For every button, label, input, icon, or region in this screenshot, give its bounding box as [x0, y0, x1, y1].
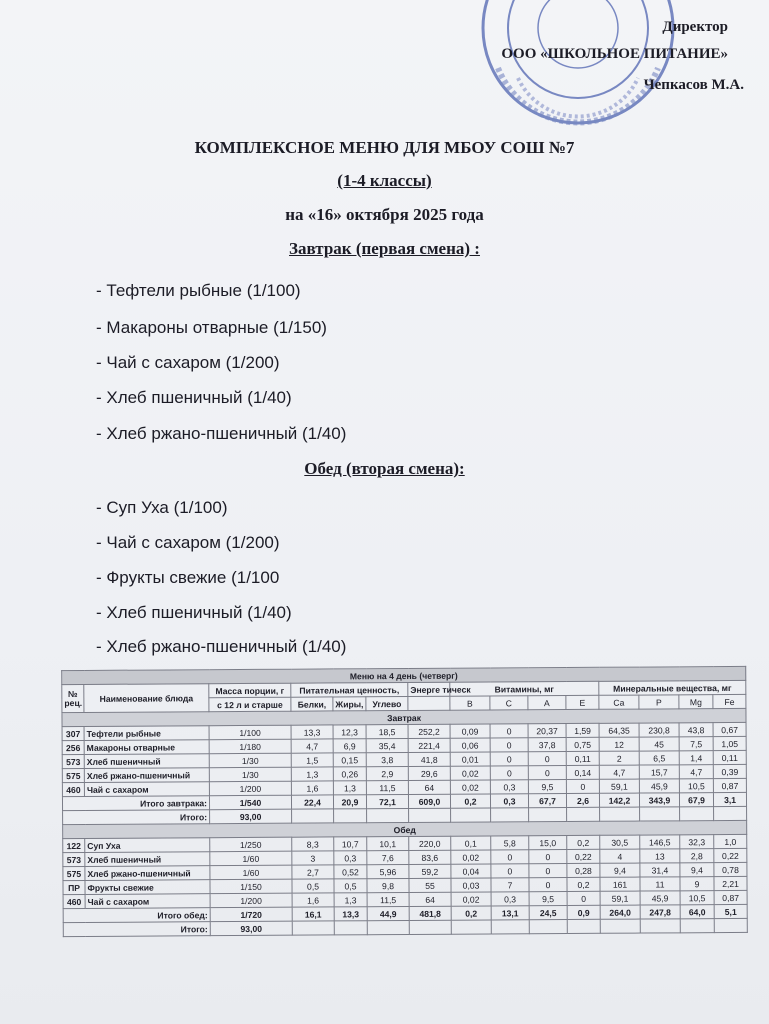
- total-value: 343,9: [639, 793, 679, 807]
- cell-value: 0,02: [450, 766, 490, 780]
- cell-value: 9,5: [528, 780, 566, 794]
- total-value: 24,5: [529, 906, 567, 920]
- cell-value: 9,8: [367, 878, 409, 892]
- header-sub: C: [490, 696, 528, 710]
- cell-value: 0,26: [333, 767, 366, 781]
- cell-value: 7: [491, 878, 529, 892]
- approval-block: [501, 14, 744, 99]
- cell-value: 0,52: [334, 865, 367, 879]
- cell-value: 230,8: [639, 723, 679, 737]
- empty-cell: [714, 806, 747, 820]
- cell-value: 0: [491, 850, 529, 864]
- header-vitamins: Витамины, мг: [450, 681, 599, 696]
- cell-value: 0: [566, 779, 599, 793]
- cell-value: 15,0: [529, 836, 567, 850]
- cell-value: 1/100: [209, 725, 291, 740]
- cell-value: 1/60: [210, 851, 292, 866]
- cell-value: 64: [408, 780, 450, 794]
- recipe-number: 122: [63, 838, 85, 852]
- final-price: 93,00: [210, 921, 292, 936]
- total-value: 22,4: [291, 795, 333, 809]
- header-sub: Fe: [713, 694, 746, 708]
- header-sub: Белки,: [291, 697, 333, 711]
- cell-value: 15,7: [639, 765, 679, 779]
- header-dish: Наименование блюда: [84, 684, 209, 713]
- cell-value: 0,75: [566, 737, 599, 751]
- header-energy: Энерге тическ: [408, 682, 450, 696]
- cell-value: 0,2: [567, 835, 600, 849]
- total-value: 44,9: [367, 906, 409, 920]
- cell-value: 0,87: [714, 890, 747, 904]
- header-nutrition: Питательная ценность,: [291, 682, 408, 697]
- cell-value: 11,5: [366, 780, 408, 794]
- cell-value: 9,4: [680, 863, 714, 877]
- total-value: 1/540: [209, 795, 291, 810]
- cell-value: 0,06: [450, 738, 490, 752]
- cell-value: 6,5: [639, 751, 679, 765]
- cell-value: 4,7: [291, 739, 333, 753]
- cell-value: 8,3: [292, 837, 334, 851]
- cell-value: 0: [490, 724, 528, 738]
- approval-person: Чепкасов М.А.: [643, 77, 744, 93]
- cell-value: 41,8: [408, 752, 450, 766]
- cell-value: 55: [409, 878, 451, 892]
- total-value: 0,3: [490, 794, 528, 808]
- header-sub: [408, 696, 450, 710]
- cell-value: 0: [528, 766, 566, 780]
- date-line: на «16» октября 2025 года: [285, 205, 484, 224]
- final-price: 93,00: [210, 809, 292, 824]
- cell-value: 4,7: [679, 765, 713, 779]
- cell-value: 1,5: [291, 753, 333, 767]
- dish-name: Хлеб пшеничный: [85, 852, 210, 867]
- cell-value: 2,9: [366, 766, 408, 780]
- total-label: Итого завтрака:: [62, 796, 209, 811]
- cell-value: 1,0: [714, 834, 747, 848]
- cell-value: 3,8: [366, 752, 408, 766]
- cell-value: 0: [567, 891, 600, 905]
- cell-value: 0,1: [451, 836, 491, 850]
- cell-value: 0,5: [292, 879, 334, 893]
- total-value: 67,7: [528, 794, 566, 808]
- recipe-number: ПР: [63, 880, 85, 894]
- total-label: Итого обед:: [63, 908, 210, 923]
- cell-value: 1/150: [210, 879, 292, 894]
- total-value: 0,2: [450, 794, 490, 808]
- cell-value: 146,5: [640, 835, 680, 849]
- cell-value: 1/250: [210, 837, 292, 852]
- cell-value: 9: [680, 877, 714, 891]
- total-value: 0,9: [567, 905, 600, 919]
- header-sub: P: [639, 695, 679, 709]
- empty-cell: [409, 808, 451, 822]
- recipe-number: 307: [62, 726, 84, 740]
- cell-value: 252,2: [408, 724, 450, 738]
- cell-value: 10,5: [679, 779, 713, 793]
- empty-cell: [292, 921, 334, 935]
- cell-value: 0: [490, 752, 528, 766]
- total-value: 64,0: [680, 905, 714, 919]
- cell-value: 0,3: [334, 851, 367, 865]
- cell-value: 13,3: [291, 725, 333, 739]
- cell-value: 5,8: [491, 836, 529, 850]
- cell-value: 2: [599, 751, 639, 765]
- cell-value: 64,35: [599, 723, 639, 737]
- menu-table: [61, 666, 748, 937]
- cell-value: 10,5: [680, 891, 714, 905]
- total-value: 609,0: [408, 794, 450, 808]
- cell-value: 0,28: [567, 863, 600, 877]
- header-recipe: № рец.: [62, 684, 84, 712]
- cell-value: 0,15: [333, 753, 366, 767]
- dish-name: Суп Уха: [85, 838, 210, 853]
- cell-value: 2,8: [680, 849, 714, 863]
- dish-name: Хлеб ржано-пшеничный: [85, 866, 210, 881]
- empty-cell: [334, 809, 367, 823]
- cell-value: 0,11: [713, 750, 746, 764]
- cell-value: 0: [528, 752, 566, 766]
- cell-value: 0,39: [713, 764, 746, 778]
- dish-name: Чай с сахаром: [84, 782, 209, 797]
- recipe-number: 460: [63, 894, 85, 908]
- breakfast-item: - Макароны отварные (1/150): [96, 318, 327, 337]
- empty-cell: [567, 919, 600, 933]
- lunch-item: - Фрукты свежие (1/100: [96, 568, 280, 587]
- empty-cell: [600, 807, 640, 821]
- cell-value: 35,4: [366, 738, 408, 752]
- cell-value: 9,4: [600, 863, 640, 877]
- grades-line: (1-4 классы): [337, 171, 432, 190]
- cell-value: 1/60: [210, 865, 292, 880]
- cell-value: 7,6: [367, 850, 409, 864]
- cell-value: 2,7: [292, 865, 334, 879]
- cell-value: 0,14: [566, 765, 599, 779]
- cell-value: 20,37: [528, 724, 566, 738]
- cell-value: 1,3: [291, 767, 333, 781]
- cell-value: 59,1: [599, 779, 639, 793]
- cell-value: 0,02: [451, 850, 491, 864]
- section-title: Завтрак: [62, 708, 746, 726]
- total-value: 0,2: [451, 906, 491, 920]
- header-sub: Mg: [679, 695, 713, 709]
- total-value: 1/720: [210, 907, 292, 922]
- header-sub: Жиры,: [333, 697, 366, 711]
- total-value: 67,9: [679, 793, 713, 807]
- cell-value: 1,3: [334, 893, 367, 907]
- cell-value: 0,02: [450, 780, 490, 794]
- empty-cell: [491, 808, 529, 822]
- breakfast-item: - Хлеб пшеничный (1/40): [96, 388, 292, 407]
- approval-organization: ООО «ШКОЛЬНОЕ ПИТАНИЕ»: [501, 46, 728, 62]
- recipe-number: 575: [62, 768, 84, 782]
- cell-value: 30,5: [600, 835, 640, 849]
- empty-cell: [409, 920, 451, 934]
- dish-name: Чай с сахаром: [85, 894, 210, 909]
- approval-role: Директор: [662, 19, 728, 35]
- cell-value: 0,22: [714, 848, 747, 862]
- dish-name: Макароны отварные: [84, 740, 209, 755]
- cell-value: 11: [640, 877, 680, 891]
- dish-name: Тефтели рыбные: [84, 726, 209, 741]
- cell-value: 1,3: [333, 781, 366, 795]
- cell-value: 1/200: [209, 781, 291, 796]
- cell-value: 11,5: [367, 892, 409, 906]
- total-value: 16,1: [292, 907, 334, 921]
- cell-value: 4,7: [599, 765, 639, 779]
- cell-value: 43,8: [679, 723, 713, 737]
- lunch-heading: Обед (вторая смена):: [304, 459, 465, 478]
- cell-value: 2,21: [714, 876, 747, 890]
- cell-value: 0,78: [714, 862, 747, 876]
- cell-value: 0: [529, 850, 567, 864]
- cell-value: 0,2: [567, 877, 600, 891]
- lunch-item: - Хлеб пшеничный (1/40): [96, 603, 292, 622]
- empty-cell: [334, 921, 367, 935]
- empty-cell: [451, 920, 491, 934]
- cell-value: 9,5: [529, 892, 567, 906]
- cell-value: 1/180: [209, 739, 291, 754]
- cell-value: 12,3: [333, 725, 366, 739]
- header-mass: Масса порции, г: [209, 683, 291, 698]
- cell-value: 4: [600, 849, 640, 863]
- cell-value: 1/30: [209, 753, 291, 768]
- cell-value: 0: [529, 878, 567, 892]
- cell-value: 18,5: [366, 724, 408, 738]
- cell-value: 1,4: [679, 751, 713, 765]
- header-sub: E: [566, 695, 599, 709]
- cell-value: 0,11: [566, 751, 599, 765]
- breakfast-item: - Хлеб ржано-пшеничный (1/40): [96, 424, 347, 443]
- cell-value: 29,6: [408, 766, 450, 780]
- cell-value: 3: [292, 851, 334, 865]
- total-value: 3,1: [713, 792, 746, 806]
- cell-value: 1/30: [209, 767, 291, 782]
- empty-cell: [529, 920, 567, 934]
- dish-name: Хлеб пшеничный: [84, 754, 209, 769]
- lunch-item: - Хлеб ржано-пшеничный (1/40): [96, 637, 347, 656]
- breakfast-heading: Завтрак (первая смена) :: [289, 239, 480, 258]
- empty-cell: [367, 808, 409, 822]
- cell-value: 83,6: [409, 850, 451, 864]
- empty-cell: [714, 918, 747, 932]
- final-label: Итого:: [63, 810, 210, 825]
- cell-value: 1,59: [566, 723, 599, 737]
- cell-value: 5,96: [367, 864, 409, 878]
- cell-value: 31,4: [640, 863, 680, 877]
- cell-value: 0: [491, 864, 529, 878]
- cell-value: 220,0: [409, 836, 451, 850]
- total-value: 142,2: [599, 793, 639, 807]
- cell-value: 0,87: [713, 778, 746, 792]
- lunch-item: - Чай с сахаром (1/200): [96, 533, 280, 552]
- cell-value: 1/200: [210, 893, 292, 908]
- section-title: Обед: [63, 820, 747, 838]
- cell-value: 0,5: [334, 879, 367, 893]
- cell-value: 0,3: [490, 780, 528, 794]
- empty-cell: [491, 920, 529, 934]
- header-minerals: Минеральные вещества, мг: [599, 680, 746, 695]
- empty-cell: [529, 808, 567, 822]
- cell-value: 37,8: [528, 738, 566, 752]
- cell-value: 59,1: [600, 891, 640, 905]
- recipe-number: 573: [63, 852, 85, 866]
- cell-value: 10,1: [367, 836, 409, 850]
- cell-value: 0: [490, 738, 528, 752]
- total-value: 72,1: [366, 794, 408, 808]
- cell-value: 1,6: [291, 781, 333, 795]
- empty-cell: [640, 807, 680, 821]
- empty-cell: [600, 919, 640, 933]
- document-title: КОМПЛЕКСНОЕ МЕНЮ ДЛЯ МБОУ СОШ №7: [194, 138, 575, 157]
- empty-cell: [680, 807, 714, 821]
- cell-value: 0: [529, 864, 567, 878]
- empty-cell: [567, 807, 600, 821]
- empty-cell: [680, 919, 714, 933]
- cell-value: 0,22: [567, 849, 600, 863]
- cell-value: 0,01: [450, 752, 490, 766]
- header-sub: Углево: [366, 696, 408, 710]
- cell-value: 12: [599, 737, 639, 751]
- cell-value: 1,05: [713, 736, 746, 750]
- recipe-number: 256: [62, 740, 84, 754]
- cell-value: 0,03: [451, 878, 491, 892]
- cell-value: 45: [639, 737, 679, 751]
- total-value: 13,3: [334, 907, 367, 921]
- cell-value: 0: [490, 766, 528, 780]
- cell-value: 10,7: [334, 837, 367, 851]
- total-value: 20,9: [333, 795, 366, 809]
- recipe-number: 460: [62, 782, 84, 796]
- cell-value: 0,67: [713, 722, 746, 736]
- final-label: Итого:: [63, 922, 210, 937]
- breakfast-item: - Тефтели рыбные (1/100): [96, 281, 301, 300]
- cell-value: 0,04: [451, 864, 491, 878]
- header-sub: A: [528, 696, 566, 710]
- empty-cell: [292, 809, 334, 823]
- empty-cell: [640, 919, 680, 933]
- header-sub: B: [450, 696, 490, 710]
- cell-value: 13: [640, 849, 680, 863]
- recipe-number: 573: [62, 754, 84, 768]
- recipe-number: 575: [63, 866, 85, 880]
- empty-cell: [367, 920, 409, 934]
- breakfast-item: - Чай с сахаром (1/200): [96, 353, 280, 372]
- cell-value: 32,3: [680, 835, 714, 849]
- cell-value: 221,4: [408, 738, 450, 752]
- cell-value: 59,2: [409, 864, 451, 878]
- header-mass-sub: с 12 л и старше: [209, 697, 291, 712]
- cell-value: 1,6: [292, 893, 334, 907]
- cell-value: 45,9: [639, 779, 679, 793]
- total-value: 264,0: [600, 905, 640, 919]
- table-caption: Меню на 4 день (четверг): [62, 666, 746, 684]
- cell-value: 0,3: [491, 892, 529, 906]
- final-row: [63, 918, 747, 936]
- cell-value: 0,02: [451, 892, 491, 906]
- total-value: 2,6: [566, 793, 599, 807]
- total-value: 5,1: [714, 904, 747, 918]
- total-value: 481,8: [409, 906, 451, 920]
- header-sub: Ca: [599, 695, 639, 709]
- cell-value: 6,9: [333, 739, 366, 753]
- cell-value: 0,09: [450, 724, 490, 738]
- total-value: 247,8: [640, 905, 680, 919]
- total-value: 13,1: [491, 906, 529, 920]
- cell-value: 7,5: [679, 737, 713, 751]
- dish-name: Фрукты свежие: [85, 880, 210, 895]
- cell-value: 64: [409, 892, 451, 906]
- empty-cell: [451, 808, 491, 822]
- cell-value: 45,9: [640, 891, 680, 905]
- cell-value: 161: [600, 877, 640, 891]
- dish-name: Хлеб ржано-пшеничный: [84, 768, 209, 783]
- lunch-item: - Суп Уха (1/100): [96, 498, 228, 517]
